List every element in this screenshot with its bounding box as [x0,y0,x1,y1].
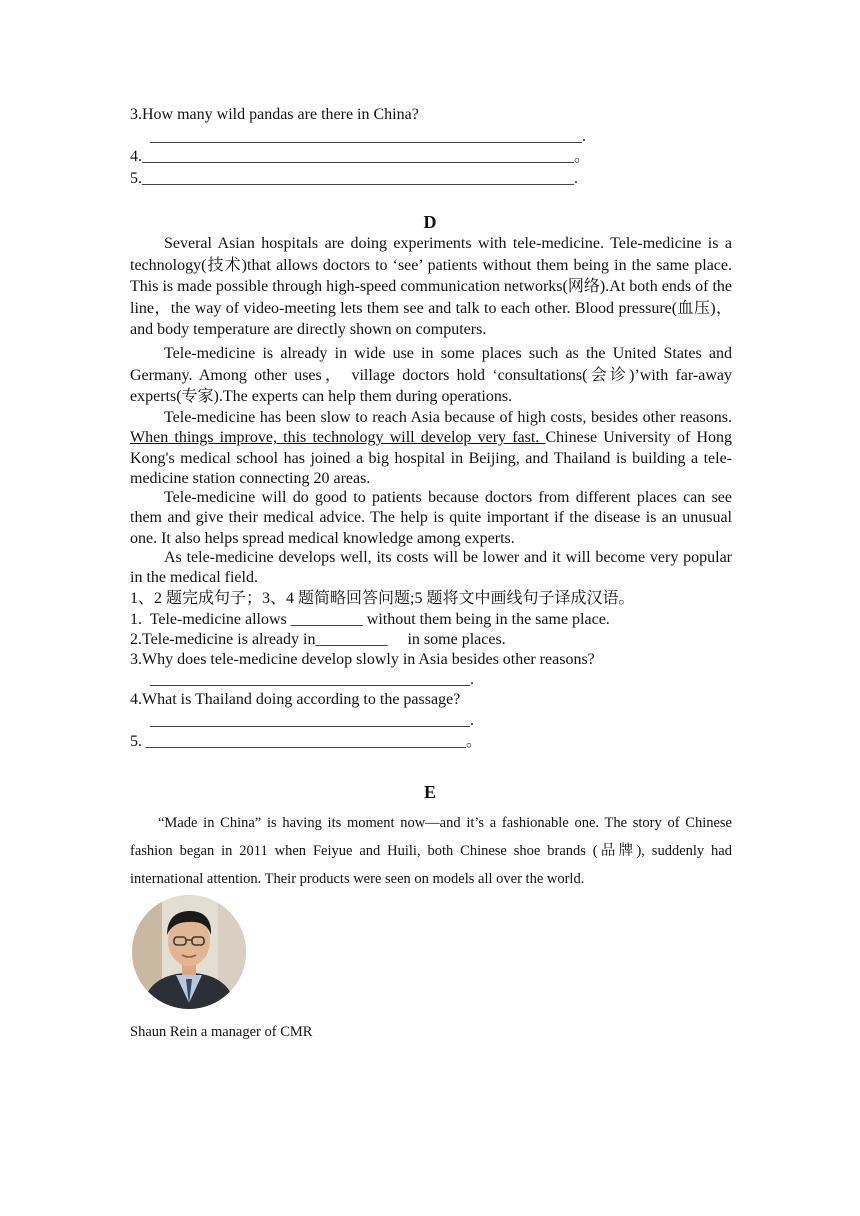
question-5-d: 5. ________________________________________。 [130,733,483,750]
section-e-paragraph-1: “Made in China” is having its moment now—and it’s a fashionable one. The story of Chinese fashion began in 2011 when Feiyue and Huili, both Chinese shoe brands (品牌), suddenly had international attention. Their products were seen on models all over the world. [130,815,732,887]
portrait-photo [132,895,246,1009]
section-d-paragraph-3 [130,408,732,490]
question-1-d: 1. Tele-medicine allows _________ without them being in the same place. [130,611,610,628]
instructions: 1、2 题完成句子；3、4 题简略回答问题;5 题将文中画线句子译成汉语。 [130,590,635,607]
photo-caption: Shaun Rein a manager of CMR [130,1024,313,1040]
section-d-paragraph-4: Tele-medicine will do good to patients because doctors from different places can see them and give their medical advice. The help is quite important if the disease is an unusual one. It also helps spread medical knowledge among experts. [130,489,732,547]
answer-blank-3-c: ______________________________________________________. [130,128,586,145]
question-2-d: 2.Tele-medicine is already in_________ in some places. [130,631,506,648]
underlined-sentence: When things improve, this technology will develop very fast. [130,429,546,447]
question-3-c: 3.How many wild pandas are there in China? [130,106,419,123]
section-d-heading: D [423,212,437,232]
section-e-heading: E [423,782,436,802]
paragraph-3-text-after: Chinese University of Hong Kong's medical school has joined a big hospital in Beijing, and Thailand is building a tele-medicine station connecting 20 areas. [130,429,733,488]
section-d-paragraph-5: As tele-medicine develops well, its costs will be lower and it will become very popular in the medical field. [130,549,732,587]
answer-blank-3-d: ________________________________________. [130,671,474,688]
section-d-paragraph-2: Tele-medicine is already in wide use in some places such as the United States and Germany. Among other uses， village doctors hold ‘consultations(会诊)’with far-away experts(专家).The experts can help them during operations. [130,345,732,405]
section-d-paragraph-1: Several Asian hospitals are doing experiments with tele-medicine. Tele-medicine is a technology(技术)that allows doctors to ‘see’ patients without them being in the same place. This is made possible through high-speed communication networks(网络).At both ends of the line，the way of video-meeting lets them see and talk to each other. Blood pressure(血压)，and body temperature are directly shown on computers. [130,235,732,338]
question-4-c: 4.______________________________________________________。 [130,148,591,165]
paragraph-3-text-before: Tele-medicine has been slow to reach Asia because of high costs, besides other reasons. [164,409,732,426]
question-4-d: 4.What is Thailand doing according to the passage? [130,691,461,708]
question-5-c: 5.______________________________________________________. [130,170,578,187]
answer-blank-4-d: ________________________________________. [130,712,474,729]
question-3-d: 3.Why does tele-medicine develop slowly in Asia besides other reasons? [130,651,595,668]
portrait-illustration [132,895,246,1009]
